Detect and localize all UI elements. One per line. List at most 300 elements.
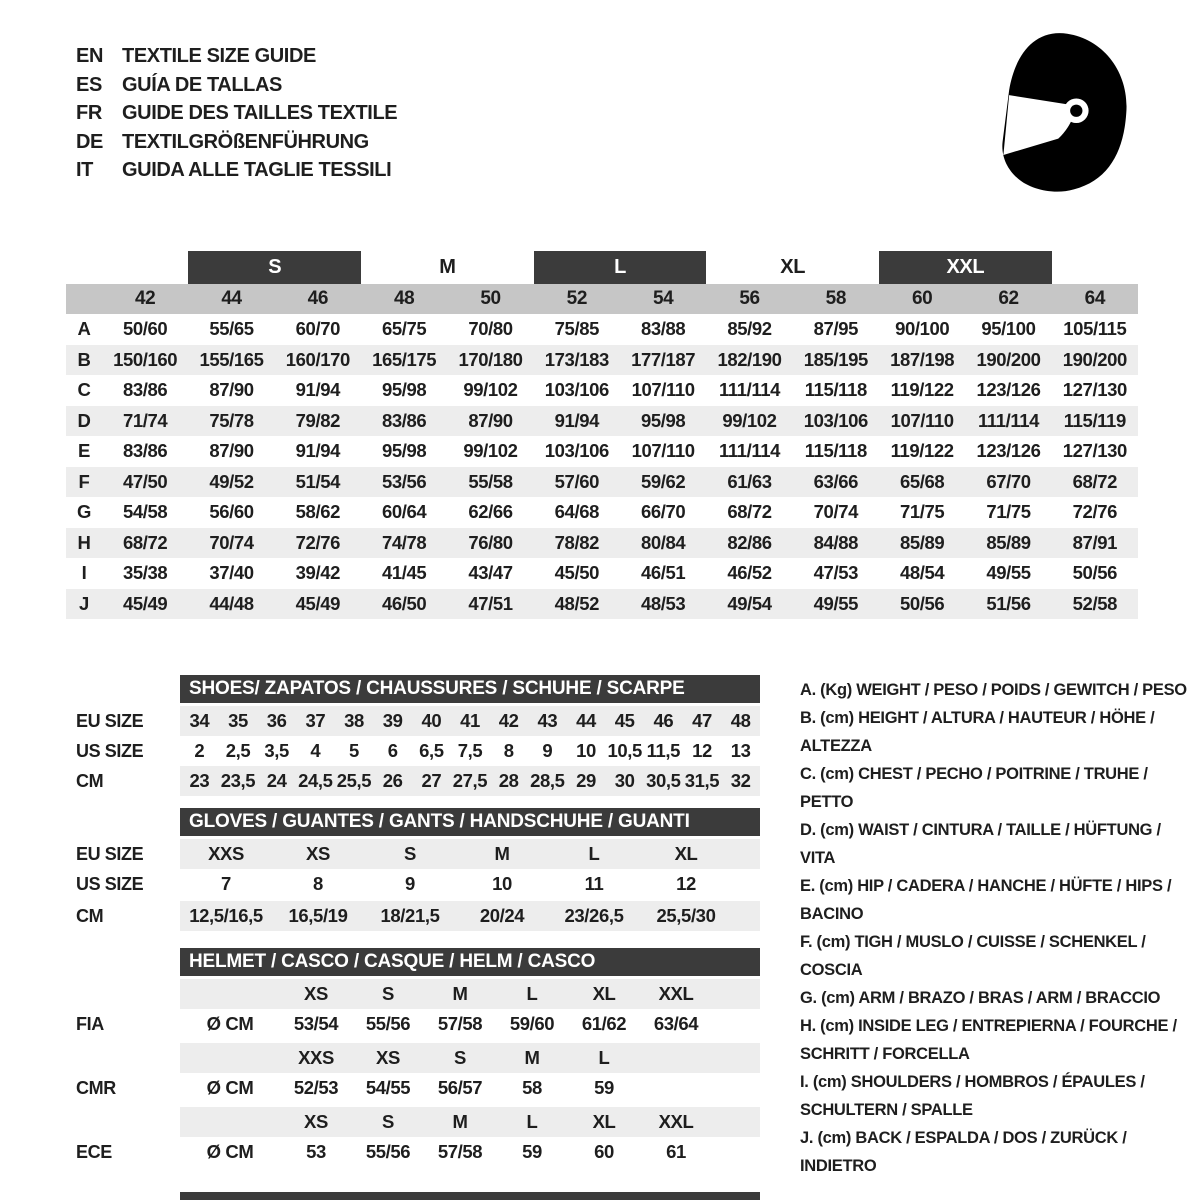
gloves-eu-value: S xyxy=(404,843,416,864)
measurement-row-b xyxy=(66,345,1138,376)
cell-h: 74/78 xyxy=(382,531,427,553)
fia-sizes-row xyxy=(180,979,760,1009)
row-key: A xyxy=(77,318,91,340)
ece-sizes-row xyxy=(180,1107,760,1137)
shoes-cm-value: 30,5 xyxy=(646,770,681,791)
cell-b: 165/175 xyxy=(372,348,437,370)
cell-a: 83/88 xyxy=(641,318,686,340)
measurement-legend xyxy=(800,676,1200,1180)
language-title-list xyxy=(76,42,397,185)
ece-value: 61 xyxy=(666,1141,686,1162)
cell-a: 65/75 xyxy=(382,318,427,340)
cmr-sizes-row xyxy=(180,1043,760,1073)
gloves-us-value: 12 xyxy=(676,873,696,894)
shoes-cm-value: 29 xyxy=(576,770,596,791)
row-key: C xyxy=(77,379,91,401)
cell-f: 61/63 xyxy=(727,470,772,492)
shoes-eu-value: 39 xyxy=(382,710,403,731)
shoes-eu-value: 36 xyxy=(266,710,287,731)
cell-h: 72/76 xyxy=(295,531,340,553)
column-header-46: 46 xyxy=(307,288,328,309)
cell-c: 107/110 xyxy=(631,379,695,401)
cell-j: 45/49 xyxy=(295,592,340,614)
gloves-cm-value: 23/26,5 xyxy=(564,905,624,926)
fia-size: XL xyxy=(592,983,616,1004)
fia-value: 55/56 xyxy=(365,1013,411,1034)
shoes-eu-value: 46 xyxy=(653,710,674,731)
cell-b: 150/160 xyxy=(113,348,178,370)
row-key: F xyxy=(78,470,90,492)
cell-f: 68/72 xyxy=(1072,470,1117,492)
shoes-us-value: 11,5 xyxy=(646,740,681,761)
cell-d: 99/102 xyxy=(722,409,777,431)
legend-item-j: J. (cm) BACK / ESPALDA / DOS / ZURÜCK / INDIETRO xyxy=(800,1129,1127,1175)
shoes-cm-value: 26 xyxy=(382,770,403,791)
cell-h: 68/72 xyxy=(123,531,168,553)
column-header-50: 50 xyxy=(480,288,501,309)
cell-b: 187/198 xyxy=(890,348,955,370)
shoes-eu-value: 47 xyxy=(692,710,712,731)
measurement-row-i xyxy=(66,558,1138,589)
cell-g: 68/72 xyxy=(727,501,772,523)
legend-item-d: D. (cm) WAIST / CINTURA / TAILLE / HÜFTUNG / VITA xyxy=(800,821,1161,867)
cell-a: 60/70 xyxy=(295,318,340,340)
row-key: I xyxy=(81,562,87,584)
legend-item-i: I. (cm) SHOULDERS / HOMBROS / ÉPAULES / SCHULTERN / SPALLE xyxy=(800,1073,1145,1119)
cell-f: 63/66 xyxy=(813,470,858,492)
cell-g: 71/75 xyxy=(900,501,945,523)
row-key: B xyxy=(77,348,91,370)
cmr-size: XS xyxy=(376,1047,400,1068)
cell-g: 54/58 xyxy=(123,501,168,523)
size-band-l: L xyxy=(534,251,707,284)
cell-e: 107/110 xyxy=(631,440,695,462)
cell-i: 46/52 xyxy=(727,562,772,584)
ece-value: 55/56 xyxy=(365,1141,411,1162)
ece-value: 53 xyxy=(306,1141,326,1162)
cell-e: 83/86 xyxy=(123,440,168,462)
ece-label: ECE xyxy=(76,1142,112,1162)
cell-g: 72/76 xyxy=(1072,501,1117,523)
cell-a: 70/80 xyxy=(468,318,513,340)
language-row xyxy=(76,128,397,157)
shoes-us-value: 7,5 xyxy=(457,740,483,761)
cell-c: 127/130 xyxy=(1062,379,1127,401)
size-band-row xyxy=(66,251,1138,284)
gloves-eu-value: L xyxy=(588,843,600,864)
cell-i: 41/45 xyxy=(382,562,427,584)
cell-j: 48/52 xyxy=(554,592,599,614)
cell-h: 76/80 xyxy=(468,531,513,553)
row-key: G xyxy=(77,501,91,523)
cell-d: 103/106 xyxy=(803,409,868,431)
cell-a: 55/65 xyxy=(209,318,254,340)
legend-item-b: B. (cm) HEIGHT / ALTURA / HAUTEUR / HÖHE / ALTEZZA xyxy=(800,709,1155,755)
cell-f: 65/68 xyxy=(900,470,945,492)
cell-j: 50/56 xyxy=(900,592,945,614)
cell-b: 160/170 xyxy=(285,348,350,370)
shoes-us-value: 2 xyxy=(194,740,205,761)
cell-j: 48/53 xyxy=(641,592,686,614)
fia-value: 53/54 xyxy=(293,1013,339,1034)
cell-a: 85/92 xyxy=(727,318,772,340)
cell-e: 99/102 xyxy=(463,440,518,462)
cell-i: 47/53 xyxy=(813,562,858,584)
cell-f: 67/70 xyxy=(986,470,1031,492)
cell-i: 39/42 xyxy=(295,562,340,584)
shoes-eu-value: 35 xyxy=(228,710,248,731)
cell-g: 71/75 xyxy=(986,501,1031,523)
language-code: DE xyxy=(76,130,103,153)
measurement-row-h xyxy=(66,528,1138,559)
gloves-eu-value: XXS xyxy=(208,843,244,864)
cmr-value: 58 xyxy=(522,1077,542,1098)
fia-value: 63/64 xyxy=(653,1013,699,1034)
cell-e: 87/90 xyxy=(209,440,254,462)
shoes-us-value: 6,5 xyxy=(419,740,444,761)
cmr-size: M xyxy=(524,1047,540,1068)
cell-j: 52/58 xyxy=(1072,592,1117,614)
cell-i: 37/40 xyxy=(209,562,254,584)
shoes-us-value: 3,5 xyxy=(264,740,289,761)
fia-size: M xyxy=(452,983,468,1004)
shoes-cm-value: 27,5 xyxy=(452,770,488,791)
language-title: TEXTILGRÖßENFÜHRUNG xyxy=(122,130,369,153)
gloves-section-header: GLOVES / GUANTES / GANTS / HANDSCHUHE / GUANTI xyxy=(180,808,760,836)
fia-size: S xyxy=(382,983,394,1004)
measurement-row-e xyxy=(66,436,1138,467)
shoes-eu-value: 40 xyxy=(421,710,442,731)
cell-b: 170/180 xyxy=(458,348,523,370)
cell-c: 99/102 xyxy=(463,379,518,401)
legend-item-a: A. (Kg) WEIGHT / PESO / POIDS / GEWITCH / PESO xyxy=(800,681,1187,699)
gloves-cm-row xyxy=(180,901,760,931)
column-header-60: 60 xyxy=(911,288,933,309)
cmr-value: 52/53 xyxy=(293,1077,339,1098)
cell-f: 47/50 xyxy=(123,470,168,492)
shoes-cm-label: CM xyxy=(76,771,104,791)
fia-size: L xyxy=(526,983,538,1004)
shoes-cm-value: 25,5 xyxy=(336,770,372,791)
shoes-us-value: 4 xyxy=(310,740,321,761)
language-title: GUIDE DES TAILLES TEXTILE xyxy=(122,102,398,124)
gloves-us-value: 8 xyxy=(313,873,323,894)
cell-d: 91/94 xyxy=(554,409,599,431)
shoes-us-row xyxy=(180,736,760,766)
cell-a: 105/115 xyxy=(1063,318,1127,340)
measurement-row-d xyxy=(66,406,1138,437)
shoes-eu-value: 37 xyxy=(305,710,326,731)
column-header-62: 62 xyxy=(998,288,1019,309)
row-key: J xyxy=(79,592,89,614)
racing-helmet-icon xyxy=(973,28,1137,200)
ece-value: 60 xyxy=(594,1141,614,1162)
cell-c: 103/106 xyxy=(544,379,609,401)
language-code: ES xyxy=(76,73,102,96)
language-title: GUÍA DE TALLAS xyxy=(122,73,282,96)
language-row xyxy=(76,71,397,100)
fia-size: XXL xyxy=(658,983,694,1004)
cell-c: 119/122 xyxy=(890,379,954,401)
cell-g: 64/68 xyxy=(554,501,599,523)
shoes-eu-value: 45 xyxy=(614,710,635,731)
shoes-eu-value: 48 xyxy=(730,710,751,731)
cell-h: 78/82 xyxy=(554,531,599,553)
cell-h: 87/91 xyxy=(1072,531,1117,553)
cell-b: 185/195 xyxy=(803,348,868,370)
fia-value: 61/62 xyxy=(581,1013,627,1034)
shoes-section-header: SHOES/ ZAPATOS / CHAUSSURES / SCHUHE / SCARPE xyxy=(180,675,760,703)
cell-a: 75/85 xyxy=(554,318,599,340)
cell-j: 46/50 xyxy=(382,592,427,614)
legend-item-f: F. (cm) TIGH / MUSLO / CUISSE / SCHENKEL / COSCIA xyxy=(800,933,1146,979)
cell-b: 173/183 xyxy=(544,348,609,370)
cell-f: 55/58 xyxy=(468,470,513,492)
cell-c: 115/118 xyxy=(804,379,867,401)
cell-i: 48/54 xyxy=(900,562,945,584)
shoes-us-value: 13 xyxy=(730,740,751,761)
legend-item-g: G. (cm) ARM / BRAZO / BRAS / ARM / BRACCIO xyxy=(800,989,1161,1007)
fia-unit: Ø CM xyxy=(206,1013,254,1034)
cell-h: 82/86 xyxy=(727,531,772,553)
cell-d: 95/98 xyxy=(641,409,686,431)
shoes-cm-value: 24,5 xyxy=(298,770,333,791)
shoes-eu-value: 38 xyxy=(344,710,364,731)
gloves-cm-label: CM xyxy=(76,906,104,926)
ece-size: L xyxy=(526,1111,538,1132)
fia-label: FIA xyxy=(76,1014,104,1034)
cell-b: 190/200 xyxy=(976,348,1041,370)
cmr-label: CMR xyxy=(76,1078,116,1098)
cell-i: 46/51 xyxy=(641,562,686,584)
shoes-us-value: 8 xyxy=(503,740,514,761)
cell-j: 45/49 xyxy=(123,592,168,614)
legend-item-e: E. (cm) HIP / CADERA / HANCHE / HÜFTE / HIPS / BACINO xyxy=(800,877,1172,923)
gloves-us-size-label: US SIZE xyxy=(76,874,144,894)
shoes-cm-value: 23,5 xyxy=(220,770,256,791)
cell-f: 51/54 xyxy=(295,470,340,492)
cell-d: 87/90 xyxy=(468,409,513,431)
gloves-eu-value: XL xyxy=(674,843,698,864)
legend-item-h: H. (cm) INSIDE LEG / ENTREPIERNA / FOURCHE / SCHRITT / FORCELLA xyxy=(800,1017,1177,1063)
measurement-row-c xyxy=(66,375,1138,406)
cell-d: 107/110 xyxy=(890,409,954,431)
cell-e: 119/122 xyxy=(890,440,954,462)
cell-c: 95/98 xyxy=(382,379,427,401)
cell-d: 79/82 xyxy=(295,409,340,431)
gloves-us-row xyxy=(180,869,760,899)
cell-j: 44/48 xyxy=(209,592,254,614)
cell-g: 56/60 xyxy=(209,501,254,523)
ece-value: 59 xyxy=(522,1141,542,1162)
cell-a: 95/100 xyxy=(981,318,1036,340)
shoes-us-value: 10,5 xyxy=(607,740,642,761)
ece-size: M xyxy=(452,1111,468,1132)
cmr-size: L xyxy=(598,1047,610,1068)
size-band-xl: XL xyxy=(780,256,806,278)
row-key: D xyxy=(77,409,91,431)
shoes-cm-value: 31,5 xyxy=(684,770,720,791)
fia-size: XS xyxy=(304,983,328,1004)
cell-e: 95/98 xyxy=(382,440,427,462)
ece-value: 57/58 xyxy=(437,1141,483,1162)
cell-a: 50/60 xyxy=(123,318,168,340)
cmr-values-row xyxy=(180,1073,760,1103)
column-header-48: 48 xyxy=(393,288,415,309)
shoes-us-value: 6 xyxy=(387,740,398,761)
cell-c: 91/94 xyxy=(295,379,340,401)
ece-values-row xyxy=(180,1137,760,1167)
cell-j: 47/51 xyxy=(468,592,513,614)
language-code: IT xyxy=(76,159,93,181)
cell-f: 53/56 xyxy=(382,470,427,492)
gloves-us-value: 7 xyxy=(221,873,231,894)
cmr-size: S xyxy=(454,1047,466,1068)
cell-g: 70/74 xyxy=(813,501,858,523)
cmr-value: 56/57 xyxy=(437,1077,483,1098)
gloves-cm-value: 25,5/30 xyxy=(656,905,716,926)
cell-d: 83/86 xyxy=(382,409,427,431)
shoes-us-size-label: US SIZE xyxy=(76,741,144,761)
shoes-eu-size-label: EU SIZE xyxy=(76,711,144,731)
cell-j: 49/55 xyxy=(813,592,858,614)
shoes-cm-value: 32 xyxy=(730,770,751,791)
column-header-64: 64 xyxy=(1084,288,1105,309)
legend-item-c: C. (cm) CHEST / PECHO / POITRINE / TRUHE / PETTO xyxy=(800,765,1148,811)
cropped-next-section-bar xyxy=(180,1192,760,1200)
numeric-size-header-row xyxy=(66,284,1138,314)
cell-c: 87/90 xyxy=(209,379,254,401)
column-header-58: 58 xyxy=(825,288,846,309)
cell-b: 177/187 xyxy=(631,348,696,370)
ece-size: XL xyxy=(592,1111,616,1132)
cell-i: 49/55 xyxy=(986,562,1031,584)
language-code: FR xyxy=(76,102,102,124)
cell-f: 49/52 xyxy=(209,470,254,492)
shoes-us-value: 2,5 xyxy=(225,740,251,761)
shoes-cm-value: 27 xyxy=(421,770,442,791)
shoes-eu-value: 43 xyxy=(537,710,558,731)
cell-g: 62/66 xyxy=(468,501,513,523)
language-row xyxy=(76,99,397,128)
language-title: GUIDA ALLE TAGLIE TESSILI xyxy=(122,159,392,181)
cell-e: 91/94 xyxy=(295,440,340,462)
shoes-us-value: 5 xyxy=(349,740,359,761)
cell-f: 59/62 xyxy=(641,470,686,492)
row-key: E xyxy=(78,440,90,462)
cmr-unit: Ø CM xyxy=(206,1077,254,1098)
language-row xyxy=(76,42,397,71)
ece-unit: Ø CM xyxy=(206,1141,254,1162)
shoes-cm-value: 28 xyxy=(498,770,519,791)
fia-value: 57/58 xyxy=(437,1013,483,1034)
cell-c: 83/86 xyxy=(123,379,168,401)
cell-b: 155/165 xyxy=(199,348,264,370)
size-band-m: M xyxy=(439,256,456,278)
cell-h: 85/89 xyxy=(900,531,945,553)
cell-i: 50/56 xyxy=(1072,562,1117,584)
cell-j: 49/54 xyxy=(727,592,772,614)
fia-value: 59/60 xyxy=(509,1013,555,1034)
gloves-cm-value: 18/21,5 xyxy=(380,905,440,926)
gloves-cm-value: 20/24 xyxy=(479,905,525,926)
cell-d: 115/119 xyxy=(1063,409,1126,431)
column-header-52: 52 xyxy=(566,288,587,309)
measurement-row-j xyxy=(66,589,1138,620)
size-band-xxl: XXL xyxy=(879,251,1052,284)
column-header-42: 42 xyxy=(134,288,156,309)
cell-a: 90/100 xyxy=(895,318,950,340)
cell-g: 66/70 xyxy=(641,501,686,523)
column-header-56: 56 xyxy=(739,288,760,309)
shoes-eu-value: 41 xyxy=(460,710,480,731)
shoes-cm-value: 23 xyxy=(189,770,210,791)
shoes-us-value: 12 xyxy=(692,740,712,761)
shoes-eu-row xyxy=(180,706,760,736)
helmet-section-header: HELMET / CASCO / CASQUE / HELM / CASCO xyxy=(180,948,760,976)
ece-size: XS xyxy=(304,1111,328,1132)
cell-e: 127/130 xyxy=(1062,440,1127,462)
cell-e: 103/106 xyxy=(544,440,609,462)
cmr-value: 59 xyxy=(594,1077,614,1098)
gloves-cm-value: 16,5/19 xyxy=(288,905,348,926)
shoes-cm-value: 28,5 xyxy=(530,770,565,791)
language-code: EN xyxy=(76,45,103,67)
cell-e: 111/114 xyxy=(718,440,780,462)
gloves-us-value: 11 xyxy=(584,873,604,894)
shoes-eu-value: 44 xyxy=(576,710,596,731)
column-header-44: 44 xyxy=(221,288,242,309)
cell-a: 87/95 xyxy=(813,318,858,340)
shoes-cm-value: 30 xyxy=(614,770,635,791)
ece-size: S xyxy=(382,1111,394,1132)
cell-d: 71/74 xyxy=(123,409,168,431)
measurement-row-f xyxy=(66,467,1138,498)
cell-i: 45/50 xyxy=(554,562,599,584)
ece-size: XXL xyxy=(658,1111,694,1132)
cell-h: 70/74 xyxy=(209,531,254,553)
cell-g: 58/62 xyxy=(295,501,340,523)
cell-i: 35/38 xyxy=(123,562,168,584)
gloves-us-value: 9 xyxy=(405,873,415,894)
cell-j: 51/56 xyxy=(986,592,1031,614)
column-header-54: 54 xyxy=(652,288,674,309)
language-row xyxy=(76,156,397,185)
shoes-cm-value: 24 xyxy=(266,770,287,791)
gloves-us-value: 10 xyxy=(492,873,512,894)
cell-d: 75/78 xyxy=(209,409,254,431)
cell-b: 182/190 xyxy=(717,348,782,370)
cell-h: 80/84 xyxy=(641,531,686,553)
cmr-size: XXS xyxy=(298,1047,334,1068)
gloves-eu-value: XS xyxy=(306,843,330,864)
gloves-eu-row xyxy=(180,839,760,869)
cell-h: 84/88 xyxy=(813,531,858,553)
language-title: TEXTILE SIZE GUIDE xyxy=(122,45,316,67)
cell-e: 123/126 xyxy=(976,440,1041,462)
size-band-s: S xyxy=(188,251,361,284)
cell-d: 111/114 xyxy=(977,409,1039,431)
gloves-eu-size-label: EU SIZE xyxy=(76,844,144,864)
shoes-eu-value: 34 xyxy=(189,710,210,731)
cell-i: 43/47 xyxy=(468,562,513,584)
cell-h: 85/89 xyxy=(986,531,1031,553)
cell-g: 60/64 xyxy=(382,501,427,523)
cell-c: 111/114 xyxy=(718,379,780,401)
shoes-us-value: 10 xyxy=(576,740,596,761)
cmr-value: 54/55 xyxy=(365,1077,411,1098)
measurement-row-a xyxy=(66,314,1138,345)
